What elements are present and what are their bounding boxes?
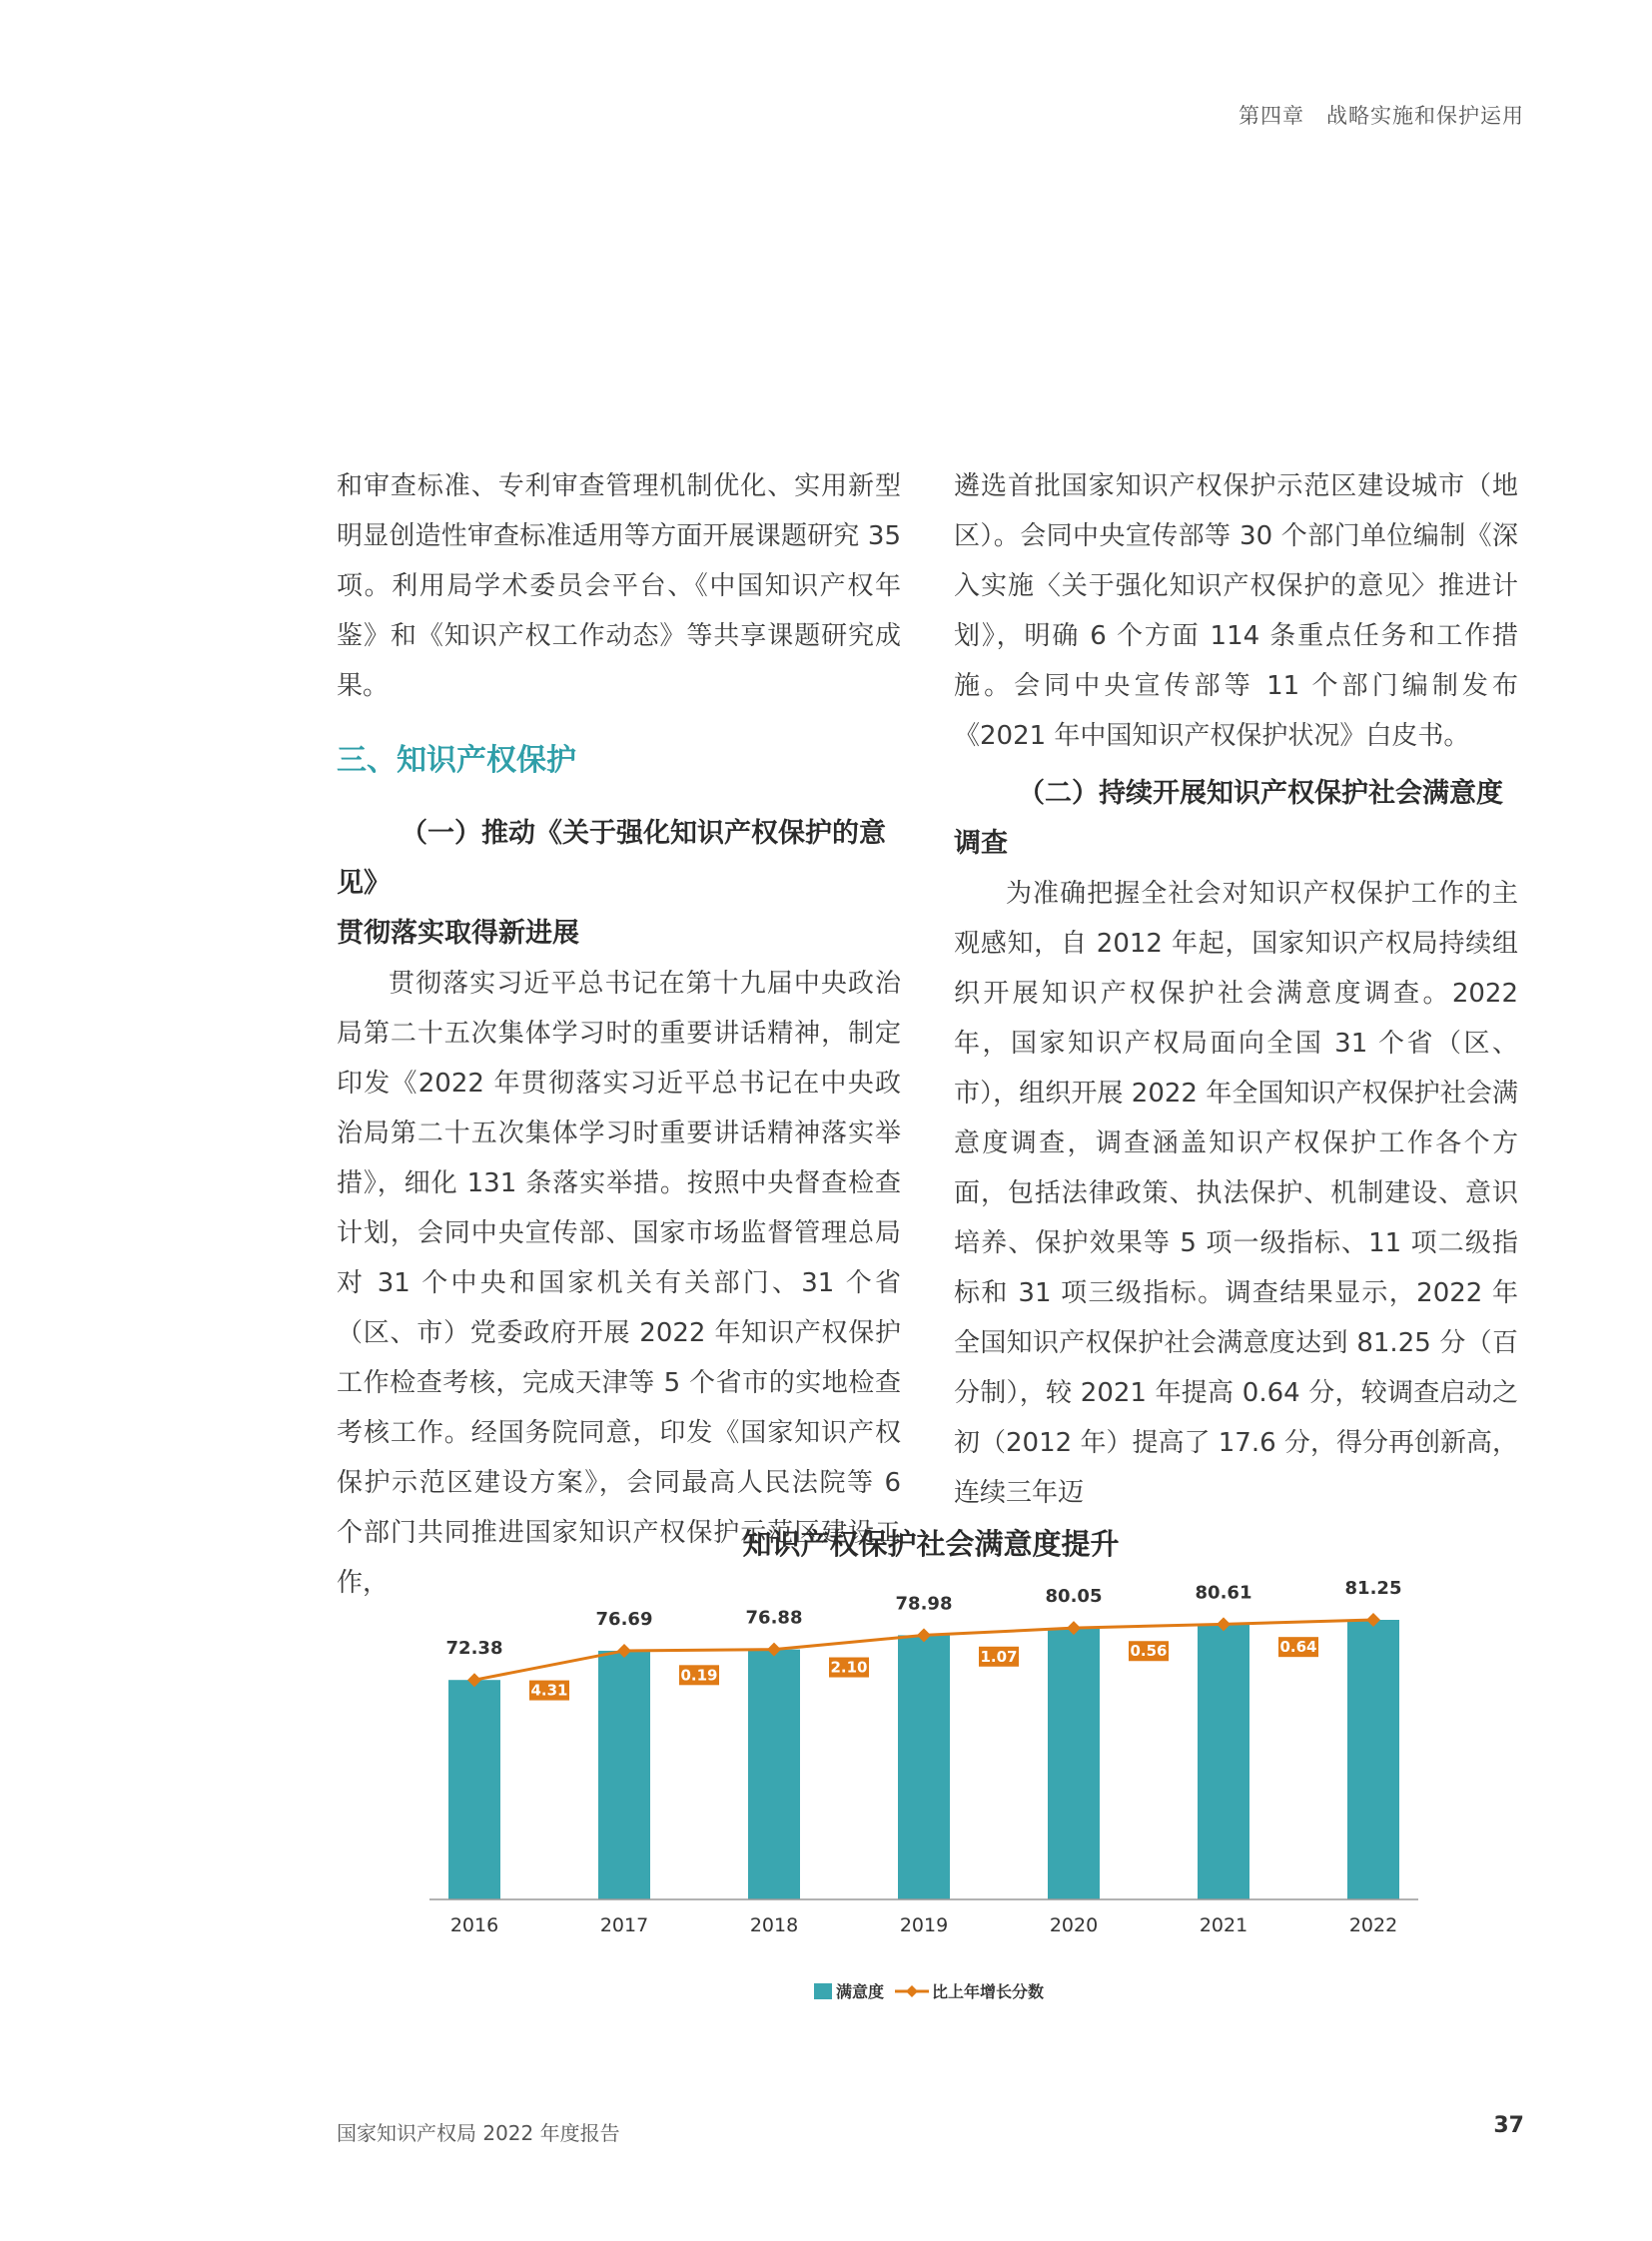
right-column [954,461,1518,1518]
x-tick-2021: 2021 [1199,1914,1248,1936]
value-label-2017: 76.69 [595,1608,653,1630]
satisfaction-chart [400,1568,1438,2037]
x-tick-2020: 2020 [1049,1914,1099,1936]
subsection-2-title-line-1: （二）持续开展知识产权保护社会满意度 [1018,778,1503,809]
increment-label-2017: 4.31 [530,1681,568,1700]
x-tick-2016: 2016 [449,1914,499,1936]
left-paragraph-2: 贯彻落实习近平总书记在第十九届中央政治局第二十五次集体学习时的重要讲话精神，制定印发《2022 年贯彻落实习近平总书记在中央政治局第二十五次集体学习时重要讲话精神落实举措》，细化 131 条落实举措。按照中央督查检查计划，会同中央宣传部、国家市场监督管理总局对 31 个中央和国家机关有关部门、31 个省（区、市）党委政府开展 2022 年知识产权保护工作检查考核，完成天津等 5 个省市的实地检查考核工作。经国务院同意，印发《国家知识产权保护示范区建设方案》，会同最高人民法院等 6 个部门共同推进国家知识产权保护示范区建设工作， [337,969,901,1598]
bar-2020 [1048,1628,1100,1899]
increment-label-2021: 0.56 [1130,1642,1168,1661]
subsection-1-title-line-1: （一）推动《关于强化知识产权保护的意见》 [337,818,886,899]
right-paragraph-1: 遴选首批国家知识产权保护示范区建设城市（地区）。会同中央宣传部等 30 个部门单位编制《深入实施〈关于强化知识产权保护的意见〉推进计划》，明确 6 个方面 114 条重点任务和工作措施。会同中央宣传部等 11 个部门编制发布《2021 年中国知识产权保护状况》白皮书。 [954,471,1518,751]
increment-label-2018: 0.19 [680,1666,718,1685]
increment-label-2022: 0.64 [1279,1638,1317,1657]
legend-label-line: 比上年增长分数 [932,1982,1045,2001]
bar-2017 [598,1651,650,1899]
footer-publication: 国家知识产权局 2022 年度报告 [337,2121,620,2145]
value-label-2019: 78.98 [895,1593,953,1615]
bar-2019 [898,1635,950,1899]
legend-swatch-marker [906,1985,918,1997]
left-paragraph-1: 和审查标准、专利审查管理机制优化、实用新型明显创造性审查标准适用等方面开展课题研究 35 项。利用局学术委员会平台、《中国知识产权年鉴》和《知识产权工作动态》等共享课题研究成果。 [337,471,901,701]
legend-swatch-bar [814,1983,832,1999]
value-label-2020: 80.05 [1045,1586,1103,1608]
section-title: 三、知识产权保护 [337,743,576,778]
left-column [337,461,901,1608]
page-number: 37 [1493,2113,1524,2138]
increment-label-2019: 2.10 [830,1658,868,1677]
right-paragraph-2: 为准确把握全社会对知识产权保护工作的主观感知，自 2012 年起，国家知识产权局持续组织开展知识产权保护社会满意度调查。2022 年，国家知识产权局面向全国 31 个省（区、市），组织开展 2022 年全国知识产权保护社会满意度调查，调查涵盖知识产权保护工作各个方面，包括法律政策、执法保护、机制建设、意识培养、保护效果等 5 项一级指标、11 项二级指标和 31 项三级指标。调查结果显示，2022 年全国知识产权保护社会满意度达到 81.25 分（百分制），较 2021 年提高 0.64 分，较调查启动之初（2012 年）提高了 17.6 分，得分再创新高，连续三年迈 [954,879,1518,1508]
value-label-2021: 80.61 [1195,1582,1252,1604]
subsection-1-title-line-2: 贯彻落实取得新进展 [337,918,579,949]
value-label-2018: 76.88 [745,1607,803,1629]
x-tick-2019: 2019 [899,1914,949,1936]
x-tick-2022: 2022 [1348,1914,1398,1936]
x-tick-2017: 2017 [599,1914,649,1936]
bar-2016 [448,1680,500,1899]
legend-label-bar: 满意度 [836,1982,885,2001]
chapter-header: 第四章 战略实施和保护运用 [1239,104,1524,128]
bar-2021 [1198,1624,1249,1899]
x-tick-2018: 2018 [749,1914,799,1936]
chart-title: 知识产权保护社会满意度提升 [742,1527,1120,1561]
value-label-2016: 72.38 [445,1638,503,1660]
bar-2018 [748,1650,800,1899]
subsection-2-title-line-2: 调查 [954,828,1008,859]
increment-label-2020: 1.07 [980,1647,1018,1666]
bar-2022 [1347,1620,1399,1899]
value-label-2022: 81.25 [1344,1578,1402,1599]
